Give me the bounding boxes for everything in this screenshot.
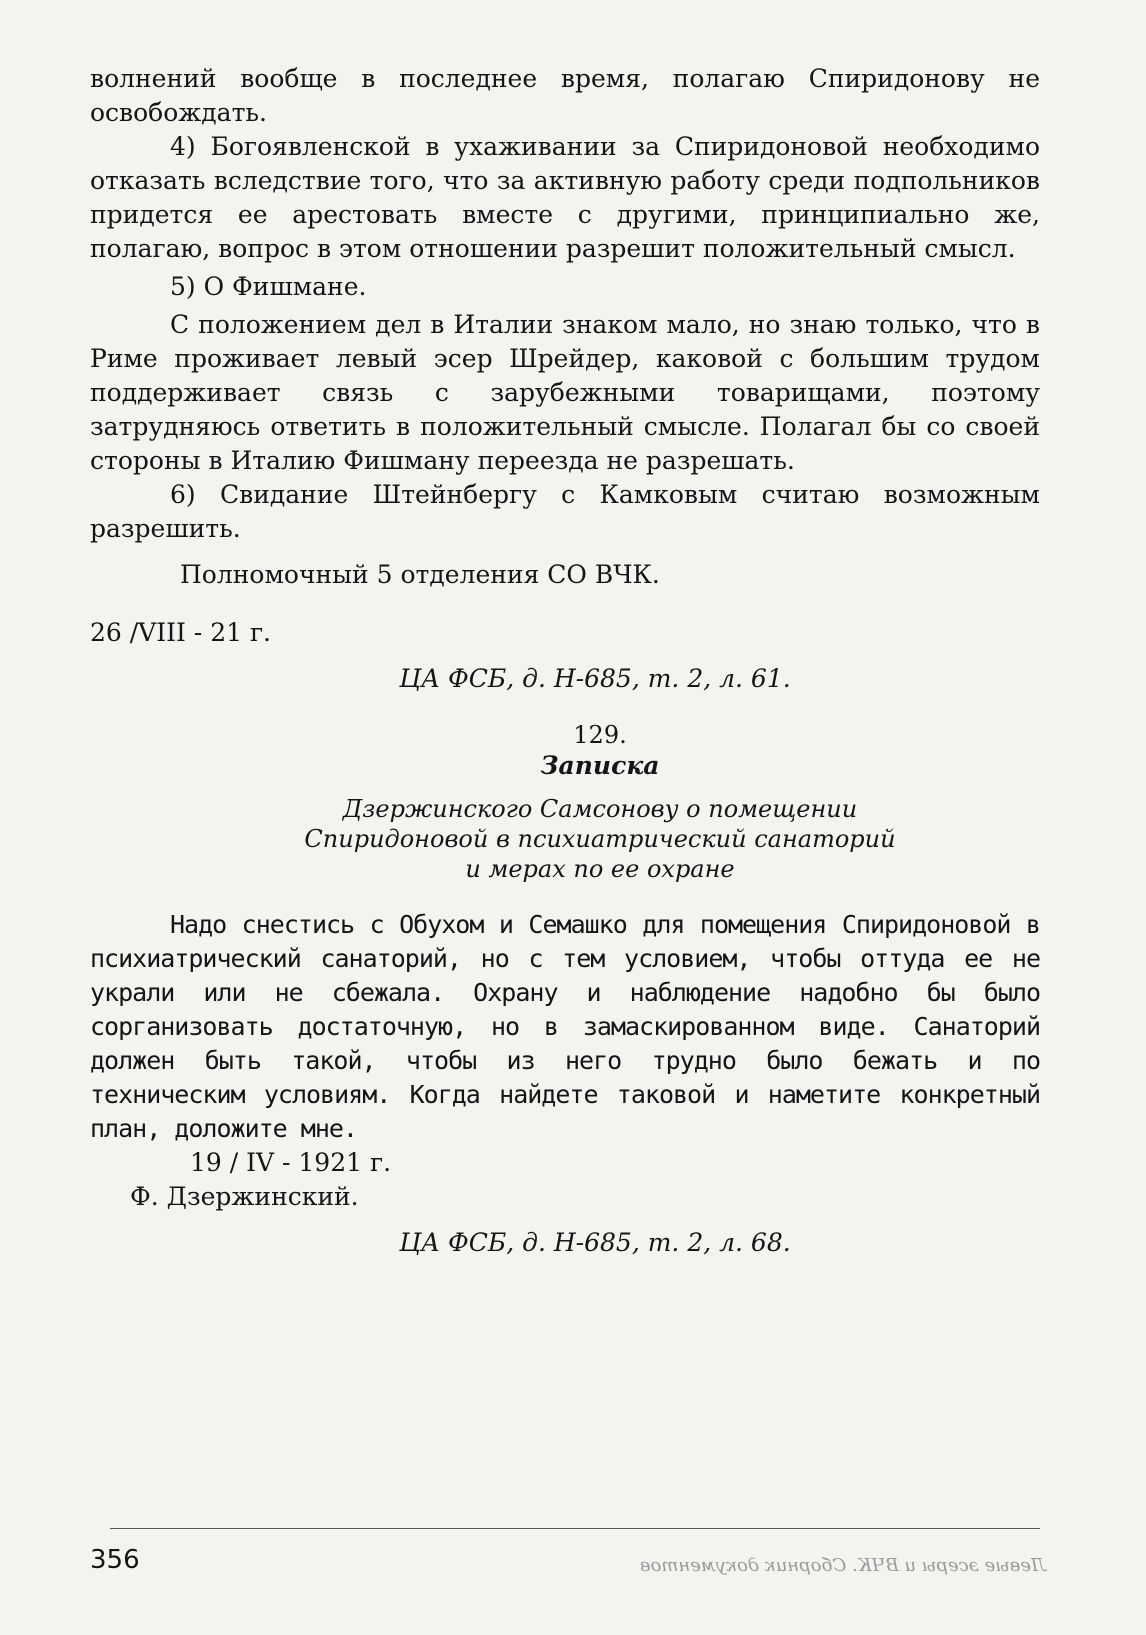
running-title-bleedthrough: Левые эсеры и ВЧК. Сборник документов — [639, 1555, 1046, 1576]
paragraph-4: С положением дел в Италии знаком мало, но знаю только, что в Риме проживает левый эсер Шрейдер, каковой с большим трудом поддерживает связь с зарубежными товарищами, поэтому затрудняюсь ответить в положительный смысле. Полагал бы со своей стороны в Италию Фишману переезда не разрешать. — [90, 310, 1040, 475]
document-body — [90, 62, 1040, 1260]
paragraph-1: волнений вообще в последнее время, полагаю Спиридонову не освобождать. — [90, 64, 1040, 127]
signature-top: Полномочный 5 отделения СО ВЧК. — [180, 560, 660, 589]
document-title-line-3: и мерах по ее охране — [465, 855, 735, 883]
paragraph-3: 5) О Фишмане. — [170, 272, 367, 301]
footer-divider — [110, 1528, 1040, 1529]
source-top: ЦА ФСБ, д. Н-685, т. 2, л. 61. — [399, 664, 791, 693]
signature-bottom: Ф. Дзержинский. — [130, 1182, 359, 1211]
document-type: Записка — [540, 751, 660, 780]
source-bottom: ЦА ФСБ, д. Н-685, т. 2, л. 68. — [399, 1228, 791, 1257]
date-top: 26 /VIII - 21 г. — [90, 618, 272, 647]
note-text: Надо снестись с Обухом и Семашко для помещения Спиридоновой в психиатрический санаторий, но с тем условием, чтобы оттуда ее не украли или не сбежала. Охрану и наблюдение надобно бы было сорганизовать достаточную, но в замаскированном виде. Санаторий должен быть такой, чтобы из него трудно было бежать и по техническим условиям. Когда найдете таковой и наметите конкретный план, доложите мне. — [90, 910, 1040, 1143]
document-title-line-2: Спиридоновой в психиатрический санаторий — [304, 825, 896, 853]
document-number: 129. — [573, 721, 627, 749]
page-number: 356 — [90, 1545, 140, 1575]
paragraph-2: 4) Богоявленской в ухаживании за Спиридоновой необходимо отказать вследствие того, что за активную работу среди подпольников придется ее арестовать вместе с другими, принципиально же, полагаю, вопрос в этом отношении разрешит положительный смысл. — [90, 132, 1040, 263]
date-bottom: 19 / IV - 1921 г. — [190, 1148, 392, 1177]
document-title-line-1: Дзержинского Самсонову о помещении — [342, 795, 858, 823]
paragraph-5: 6) Свидание Штейнбергу с Камковым считаю возможным разрешить. — [90, 480, 1040, 543]
